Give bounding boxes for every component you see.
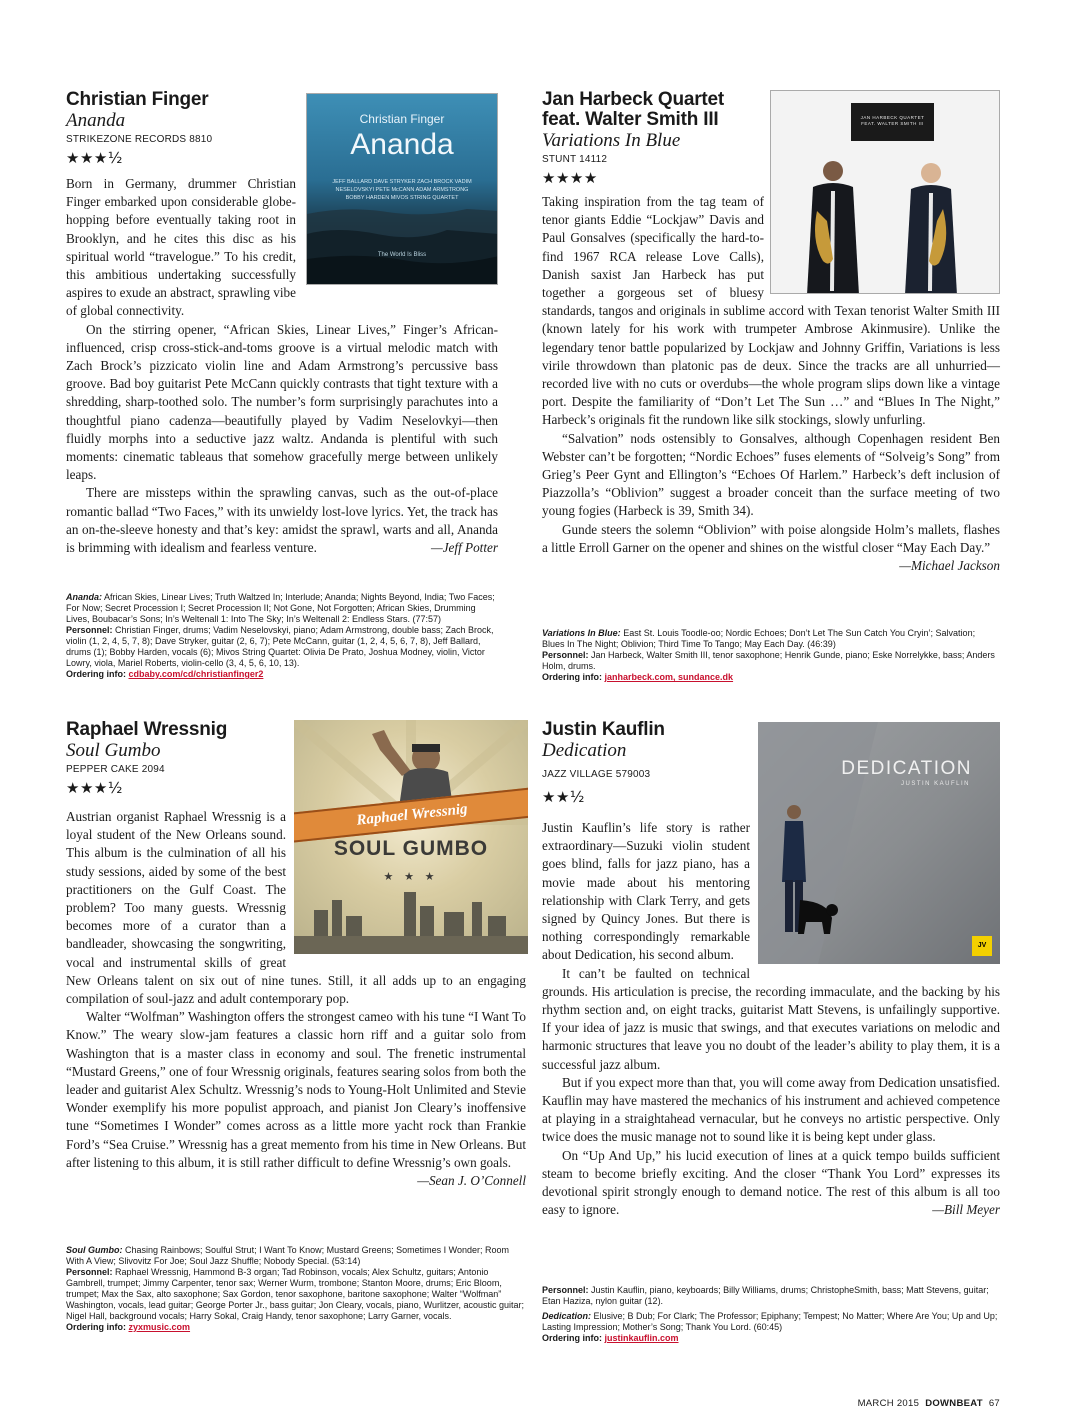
review-body-finger bbox=[66, 175, 498, 557]
star-rating: ★★★★ bbox=[542, 169, 598, 187]
personnel-label: Personnel: bbox=[542, 1285, 589, 1295]
track-list bbox=[542, 1311, 1000, 1333]
personnel-text: Justin Kauflin, piano, keyboards; Billy Williams, drums; ChristopheSmith, bass; Matt Stevens, guitar; Etan Haziza, nylon guitar (12). bbox=[542, 1285, 989, 1306]
paragraph-3 bbox=[542, 1074, 1000, 1147]
page-footer bbox=[858, 1398, 1000, 1409]
album-title: Soul Gumbo bbox=[66, 740, 161, 761]
paragraph-text: It can’t be faulted on technical grounds. His articulation is precise, the recording immaculate, and the backing by his rhythm section and, on eight tracks, guitarist Matt Stevens, is unfailingly supportive. If your idea of jazz is music that swings, and that executes variations on melodic and harmonic structures that leave you no doubt of the leader’s ability to play them, it is a successful jazz album. bbox=[542, 965, 1000, 1072]
label-logo: JV bbox=[972, 936, 992, 956]
artist-name: Justin Kauflin bbox=[542, 719, 665, 740]
ordering-label: Ordering info: bbox=[542, 1333, 602, 1343]
ordering-link[interactable]: justinkauflin.com bbox=[604, 1333, 679, 1343]
cover-title: DEDICATION bbox=[841, 758, 972, 779]
cover-artist: JUSTIN KAUFLIN bbox=[900, 781, 970, 787]
album-title: Ananda bbox=[66, 110, 126, 131]
track-list-text: Elusive; B Dub; For Clark; The Professor; Epiphany; Tempest; No Matter; Where Are You; Up and Up; Lasting Impression; Mother’s Song; Thank You Lord. (60:45) bbox=[542, 1311, 998, 1332]
review-raphael-wressnig bbox=[66, 720, 286, 797]
paragraph-text: There are missteps within the sprawling canvas, such as the out-of-place romantic ballad “Two Faces,” with its unwieldy lost-love lyrics. Yet, the track has an on-the-sleeve honesty and that’s key: amidst the sprawl, warts and all, Ananda is brimming with idealism and fearless venture. bbox=[66, 485, 498, 556]
paragraph-text: Justin Kauflin’s life story is rather extraordinary—Suzuki violin student goes blind, falls for jazz piano, has a movie made about his mentoring relationship with Clark Terry, and gets signed by Quincy Jones. But there is nothing correspondingly remarkable about Dedication, his second album. bbox=[542, 820, 750, 963]
record-label: JAZZ VILLAGE 579003 bbox=[542, 769, 651, 780]
track-list-text: East St. Louis Toodle-oo; Nordic Echoes; Don’t Let The Sun Catch You Cryin’; Salvation; Blues In The Night; Oblivion; Third Time To Tango; May Each Day. (46:39) bbox=[542, 628, 976, 649]
track-list-label: Dedication: bbox=[542, 1311, 592, 1321]
album-title: Dedication bbox=[542, 740, 627, 761]
personnel bbox=[66, 625, 498, 669]
cover-credits: JEFF BALLARD DAVE STRYKER ZACH BROCK VADIM NESELOVSKYI PETE McCANN ADAM ARMSTRONG BOBBY HARDEN MIVOS STRING QUARTET bbox=[332, 179, 472, 201]
artist-name-line2: feat. Walter Smith III bbox=[542, 109, 719, 130]
reviewer-byline: —Bill Meyer bbox=[932, 1202, 1000, 1218]
paragraph-1 bbox=[542, 819, 1000, 965]
personnel bbox=[542, 650, 1000, 672]
paragraph-2 bbox=[66, 321, 498, 485]
paragraph-text: Gunde steers the solemn “Oblivion” with poise alongside Holm’s mallets, flashes a little Erroll Garner on the opener and shines on the wistful closer “May Each Day.” bbox=[542, 521, 1000, 555]
ordering-info bbox=[542, 1333, 1000, 1344]
paragraph-2 bbox=[542, 965, 1000, 1074]
ordering-link[interactable]: cdbaby.com/cd/christianfinger2 bbox=[128, 669, 264, 679]
paragraph-1 bbox=[542, 193, 1000, 430]
ordering-info bbox=[66, 1322, 526, 1333]
reviewer-byline: —Michael Jackson bbox=[899, 558, 1000, 574]
ordering-link[interactable]: janharbeck.com, sundance.dk bbox=[604, 672, 734, 682]
review-christian-finger bbox=[66, 90, 298, 167]
credits-wressnig bbox=[66, 1245, 526, 1333]
paragraph-4 bbox=[542, 1147, 1000, 1220]
paragraph-text: Walter “Wolfman” Washington offers the strongest cameo with his tune “I Want To Know.” The weary slow-jam features a classic horn riff and a guitar solo from Washington that is a master class in economy and soul. The frenetic instrumental “Mustard Greens,” one of four Wressnig originals, features searing solos from both the leader and guitarist Alex Schultz. Wressnig’s nods to Young-Holt Unlimited and Stevie Wonder exemplify his more populist approach, and pianist Jon Cleary’s inoffensive tune “Sometimes I Wonder” comes across as a little more yacht rock than Frankie Ford’s “Sea Cruise.” Wressnig has a great memento from his time in New Orleans. But after listening to this album, it is still rather difficult to define Wressnig’s own goals. bbox=[66, 1009, 526, 1170]
paragraph-1 bbox=[66, 175, 296, 321]
artist-name-line1: Jan Harbeck Quartet bbox=[542, 89, 725, 110]
cover-artist-banner: Raphael Wressnig bbox=[294, 787, 528, 842]
credits-kauflin bbox=[542, 1285, 1000, 1344]
star-rating: ★★★½ bbox=[66, 779, 123, 797]
artist-name: Raphael Wressnig bbox=[66, 719, 228, 740]
cover-title: SOUL GUMBO bbox=[333, 837, 489, 860]
paragraph-text: Taking inspiration from the tag team of tenor giants Eddie “Lockjaw” Davis and Paul Gonsalves (specifically the hard-to-find 1967 RCA release Love Calls), Danish saxist Jan Harbeck has put together a gorgeous set of bluesy standards, tangos and originals in sublime accord with Texan tenorist Walter Smith III (known lately for his work with trumpeter Ambrose Akinmusire). Unlike the legendary tenor battle popularized by Lockjaw and Johnny Griffin, Variations is less virile throwdown than platonic pas de deux. Since the tracks are all unhurried—recorded live with no cuts or overdubs—the whole program slips down like a vintage port. Despite the familiarity of “Don’t Let The Sun …” and “Blues In The Night,” Harbeck’s originals fit the rundown like silk stockings, slowly unfurling. bbox=[542, 194, 1000, 428]
artist-name: Christian Finger bbox=[66, 89, 209, 110]
paragraph-3 bbox=[542, 521, 1000, 574]
track-list-label: Variations In Blue: bbox=[542, 628, 621, 638]
ordering-info bbox=[542, 672, 1000, 683]
review-body-kauflin bbox=[542, 819, 1000, 1219]
credits-finger bbox=[66, 592, 498, 680]
record-label: STRIKEZONE RECORDS 8810 bbox=[66, 134, 213, 145]
paragraph-text: On the stirring opener, “African Skies, Linear Lives,” Finger’s African-influenced, crisp cross-stick-and-toms groove is a virtual melodic match with Zach Brock’s pizzicato violin line and Adam Armstrong’s percussive bass groove. Bad boy guitarist Pete McCann quickly contrasts that tight texture with a shredding, sharp-toothed solo. The number’s form surprisingly parachutes into a thoughtful piano cadenza—beautifully played by Vadim Neselovkyi—then fluidly morphs into a seductive jazz waltz. Andanda is plentiful with such moments: cinematic tableaus that somehow gracefully merge between unlikely leaps. bbox=[66, 321, 498, 483]
magazine-brand: DOWNBEAT bbox=[925, 1398, 983, 1409]
album-title: Variations In Blue bbox=[542, 130, 681, 151]
personnel-label: Personnel: bbox=[66, 625, 113, 635]
reviewer-byline: —Jeff Potter bbox=[430, 540, 498, 556]
credits-harbeck bbox=[542, 628, 1000, 683]
personnel bbox=[542, 1285, 1000, 1307]
track-list bbox=[66, 592, 498, 625]
personnel bbox=[66, 1267, 526, 1322]
cover-title-line2: FEAT. WALTER SMITH III bbox=[861, 121, 924, 126]
track-list bbox=[66, 1245, 526, 1267]
review-jan-harbeck bbox=[542, 90, 768, 187]
paragraph-text: On “Up And Up,” his lucid execution of lines at a quick tempo builds sufficient steam to become briefly exciting. And the closer “Thank You Lord” expresses its devotional spirit strongly enough to demand notice. The rest of this album is all too easy to ignore. bbox=[542, 1147, 1000, 1218]
page-number: 67 bbox=[988, 1398, 1000, 1409]
track-list-label: Ananda: bbox=[66, 592, 102, 602]
star-rating: ★★½ bbox=[542, 788, 585, 806]
paragraph-2 bbox=[542, 430, 1000, 521]
personnel-text: Raphael Wressnig, Hammond B-3 organ; Tad Robinson, vocals; Alex Schultz, guitars; Antonio Gambrell, trumpet; Jimmy Carpenter, tenor sax; Werner Wurm, trombone; Stanton Moore, drums; Eric Bloom, trumpet; Max the Sax, alto saxophone; Sax Gordon, tenor saxophone, baritone saxophone; Walter “Wolfman” Washington, vocals, lead guitar; George Porter Jr., bass guitar; Jon Cleary, vocals, piano, Wurlitzer, acoustic guitar; Nigel Hall, background vocals; Harry Sokal, Craig Handy, tenor saxophone; Larry Garner, vocals. bbox=[66, 1267, 525, 1321]
personnel-text: Christian Finger, drums; Vadim Neselovskyi, piano; Adam Armstrong, double bass; Zach Brock, violin (1, 2, 4, 5, 7, 8); Dave Stryker, guitar (2, 6, 7); Pete McCann, guitar (1, 2, 4, 5, 6, 7, 8), Jeff Ballard, drums (1); Bobby Harden, vocals (6); Mivos String Quartet: Olivia De Prato, Joshua Modney, violin, Victor Lowry, viola, Mariel Roberts, violin-cello (3, 4, 5, 6, 10, 13). bbox=[66, 625, 494, 668]
star-rating: ★★★½ bbox=[66, 149, 123, 167]
personnel-label: Personnel: bbox=[542, 650, 589, 660]
cover-tagline: The World Is Bliss bbox=[377, 252, 427, 258]
cover-stars: ★ ★ ★ bbox=[383, 871, 439, 883]
record-label: PEPPER CAKE 2094 bbox=[66, 764, 165, 775]
ordering-info bbox=[66, 669, 498, 680]
paragraph-text: Born in Germany, drummer Christian Finger embarked upon considerable globe-hopping before eventually taking root in Brooklyn, and he cites this disc as his spiritual world “travelogue.” To his credit, this ambitious undertaking successfully aspires to exude an abstract, sprawling vibe of global connectivity. bbox=[66, 176, 296, 319]
cover-title: Ananda bbox=[350, 128, 454, 161]
issue-date: MARCH 2015 bbox=[857, 1398, 920, 1409]
personnel-label: Personnel: bbox=[66, 1267, 113, 1277]
review-body-harbeck bbox=[542, 193, 1000, 575]
track-list-text: Chasing Rainbows; Soulful Strut; I Want To Know; Mustard Greens; Sometimes I Wonder; Room With A View; Slivovitz For Joe; Soul Jazz Shuffle; Nobody Special. (53:14) bbox=[66, 1245, 510, 1266]
cover-artist: Christian Finger bbox=[359, 112, 445, 126]
ordering-link[interactable]: zyxmusic.com bbox=[128, 1322, 191, 1332]
paragraph-text: Austrian organist Raphael Wressnig is a loyal student of the New Orleans sound. This album is the culmination of all his study sessions, aided by some of the best practitioners on the Gulf Coast. The problem? Too many guests. Wressnig becomes more of a curator than a bandleader, showcasing the songwriting, vocal and instrumental skills of great New Orleans talent on six out of nine tunes. Still, it all adds up to an engaging compilation of soul-jazz and adult contemporary pop. bbox=[66, 809, 526, 1007]
track-list-text: African Skies, Linear Lives; Truth Waltzed In; Interlude; Ananda; Nights Beyond, India; Two Faces; For Now; Secret Procession I; Secret Procession II; Not Gone, Not Forgotten; African Skies, Drumming Lives, Boubacar’s Sons; In’s Weltenall 1: Into The Sky; In’s Weltenall 2: Endless Stars. (77:57) bbox=[66, 592, 495, 624]
reviewer-byline: —Sean J. O’Connell bbox=[417, 1173, 526, 1189]
paragraph-text: “Salvation” nods ostensibly to Gonsalves, although Copenhagen resident Ben Webster can’t be forgotten; “Nordic Echoes” fuses elements of “Solveig’s Song” from Grieg’s Peer Gynt and Ellington’s “Echoes Of Harlem.” Harbeck’s deft inclusion of Piazzolla’s “Oblivion” suggest a broader conceit than the surface meeting of two young fogies (Harbeck is 39, Smith 34). bbox=[542, 430, 1000, 519]
ordering-label: Ordering info: bbox=[66, 1322, 126, 1332]
ordering-label: Ordering info: bbox=[66, 669, 126, 679]
paragraph-2 bbox=[66, 1008, 526, 1189]
ordering-label: Ordering info: bbox=[542, 672, 602, 682]
paragraph-text: But if you expect more than that, you will come away from Dedication unsatisfied. Kauflin may have mastered the mechanics of his instrument and achieved competence at playing in a straightahead vernacular, but he conveys no artistic perspective. Only twice does the music manage not to sound like it is being kept under glass. bbox=[542, 1074, 1000, 1145]
paragraph-1 bbox=[66, 808, 526, 1008]
record-label: STUNT 14112 bbox=[542, 154, 608, 165]
review-body-wressnig bbox=[66, 808, 526, 1190]
cover-title-line1: JAN HARBECK QUARTET bbox=[860, 115, 925, 120]
track-list-label: Soul Gumbo: bbox=[66, 1245, 123, 1255]
review-justin-kauflin bbox=[542, 720, 752, 806]
personnel-text: Jan Harbeck, Walter Smith III, tenor saxophone; Henrik Gunde, piano; Eske Norrelykke, bass; Anders Holm, drums. bbox=[542, 650, 995, 671]
track-list bbox=[542, 628, 1000, 650]
paragraph-3 bbox=[66, 484, 498, 557]
